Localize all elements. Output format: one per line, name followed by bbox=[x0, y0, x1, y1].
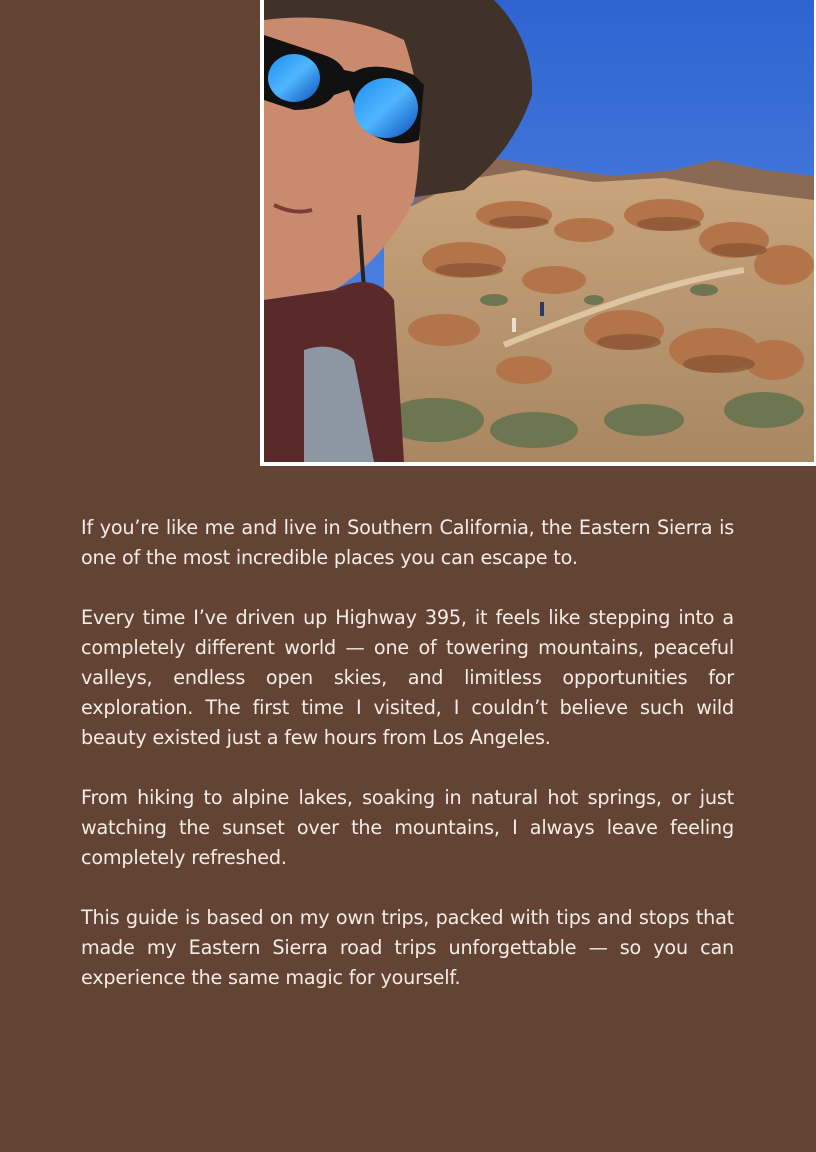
paragraph-3: From hiking to alpine lakes, soaking in natural hot springs, or just watching the sunset over the mountains, I always leave feeling completely refreshed. bbox=[81, 786, 734, 869]
paragraph-4: This guide is based on my own trips, packed with tips and stops that made my Eastern Sierra road trips unforgettable — so you can experience the same magic for yourself. bbox=[81, 906, 734, 989]
paragraph-2: Every time I’ve driven up Highway 395, it feels like stepping into a completely different world — one of towering mountains, peaceful valleys, endless open skies, and limitless opportunities for exploration. The first time I visited, I couldn’t believe such wild beauty existed just a few hours from Los Angeles. bbox=[81, 606, 734, 749]
photo-illustration bbox=[264, 0, 814, 462]
hiker-selfie-photo bbox=[260, 0, 816, 466]
paragraph-1: If you’re like me and live in Southern California, the Eastern Sierra is one of the most incredible places you can escape to. bbox=[81, 516, 734, 569]
intro-text bbox=[81, 513, 734, 993]
